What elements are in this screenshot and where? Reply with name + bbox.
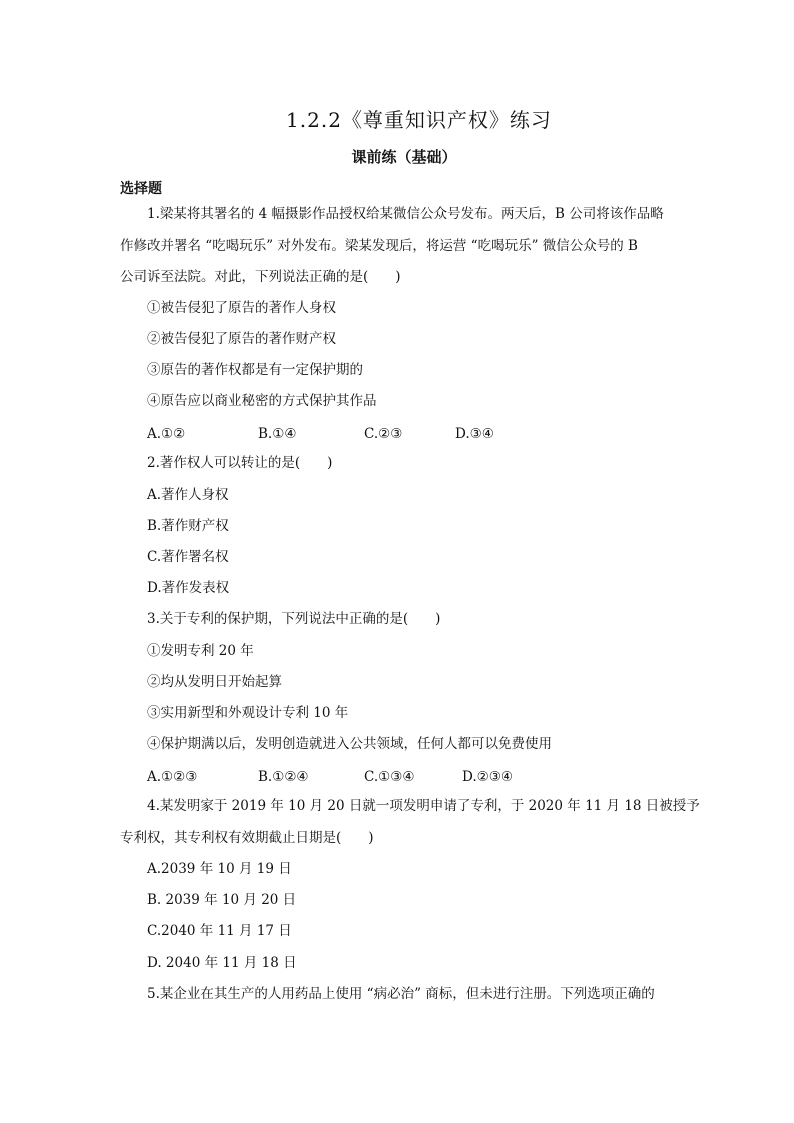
q1-item-2: ②被告侵犯了原告的著作财产权 <box>147 331 336 347</box>
q1-option-a: A.①② <box>147 426 186 442</box>
q3-option-d: D.②③④ <box>462 769 513 785</box>
q1-item-3: ③原告的著作权都是有一定保护期的 <box>147 362 363 378</box>
q3-item-3: ③实用新型和外观设计专利 10 年 <box>147 705 349 721</box>
q4-stem-line-2: 专利权，其专利权有效期截止日期是( ) <box>120 830 374 846</box>
q4-choice-d: D. 2040 年 11 月 18 日 <box>147 955 297 971</box>
q3-item-4: ④保护期满以后，发明创造就进入公共领域，任何人都可以免费使用 <box>147 736 552 752</box>
q2-choice-d: D.著作发表权 <box>147 580 230 596</box>
q1-option-b: B.①④ <box>258 426 297 442</box>
q4-choice-c: C.2040 年 11 月 17 日 <box>147 923 292 939</box>
q2-choice-a: A.著作人身权 <box>147 487 229 503</box>
q4-choice-b: B. 2039 年 10 月 20 日 <box>147 892 297 908</box>
q1-stem-line-1: 1.梁某将其署名的 4 幅摄影作品授权给某微信公众号发布。两天后，B 公司将该作品略 <box>147 206 664 222</box>
section-heading: 选择题 <box>120 181 162 197</box>
q1-stem-line-3: 公司诉至法院。对此，下列说法正确的是( ) <box>120 269 401 285</box>
q2-stem: 2.著作权人可以转让的是( ) <box>147 455 333 471</box>
q2-choice-b: B.著作财产权 <box>147 518 229 534</box>
q1-item-4: ④原告应以商业秘密的方式保护其作品 <box>147 393 377 409</box>
q3-item-2: ②均从发明日开始起算 <box>147 674 282 690</box>
q4-stem-line-1: 4.某发明家于 2019 年 10 月 20 日就一项发明申请了专利，于 2020 年 11 月 18 日被授予 <box>147 798 700 814</box>
q5-stem-line-1: 5.某企业在其生产的人用药品上使用 “病必治” 商标，但未进行注册。下列选项正确的 <box>147 986 655 1002</box>
q3-item-1: ①发明专利 20 年 <box>147 643 254 659</box>
q1-stem-line-2: 作修改并署名 “吃喝玩乐” 对外发布。梁某发现后，将运营 “吃喝玩乐” 微信公众号的 B <box>120 238 638 254</box>
q3-option-b: B.①②④ <box>258 769 309 785</box>
q3-option-a: A.①②③ <box>147 769 198 785</box>
document-title: 1.2.2《尊重知识产权》练习 <box>286 108 552 132</box>
q4-choice-a: A.2039 年 10 月 19 日 <box>147 861 292 877</box>
document-subtitle: 课前练（基础） <box>351 148 457 166</box>
q1-option-c: C.②③ <box>364 426 403 442</box>
q1-option-d: D.③④ <box>455 426 494 442</box>
q1-item-1: ①被告侵犯了原告的著作人身权 <box>147 300 336 316</box>
q2-choice-c: C.著作署名权 <box>147 549 229 565</box>
q3-option-c: C.①③④ <box>364 769 415 785</box>
q3-stem: 3.关于专利的保护期，下列说法中正确的是( ) <box>147 611 441 627</box>
